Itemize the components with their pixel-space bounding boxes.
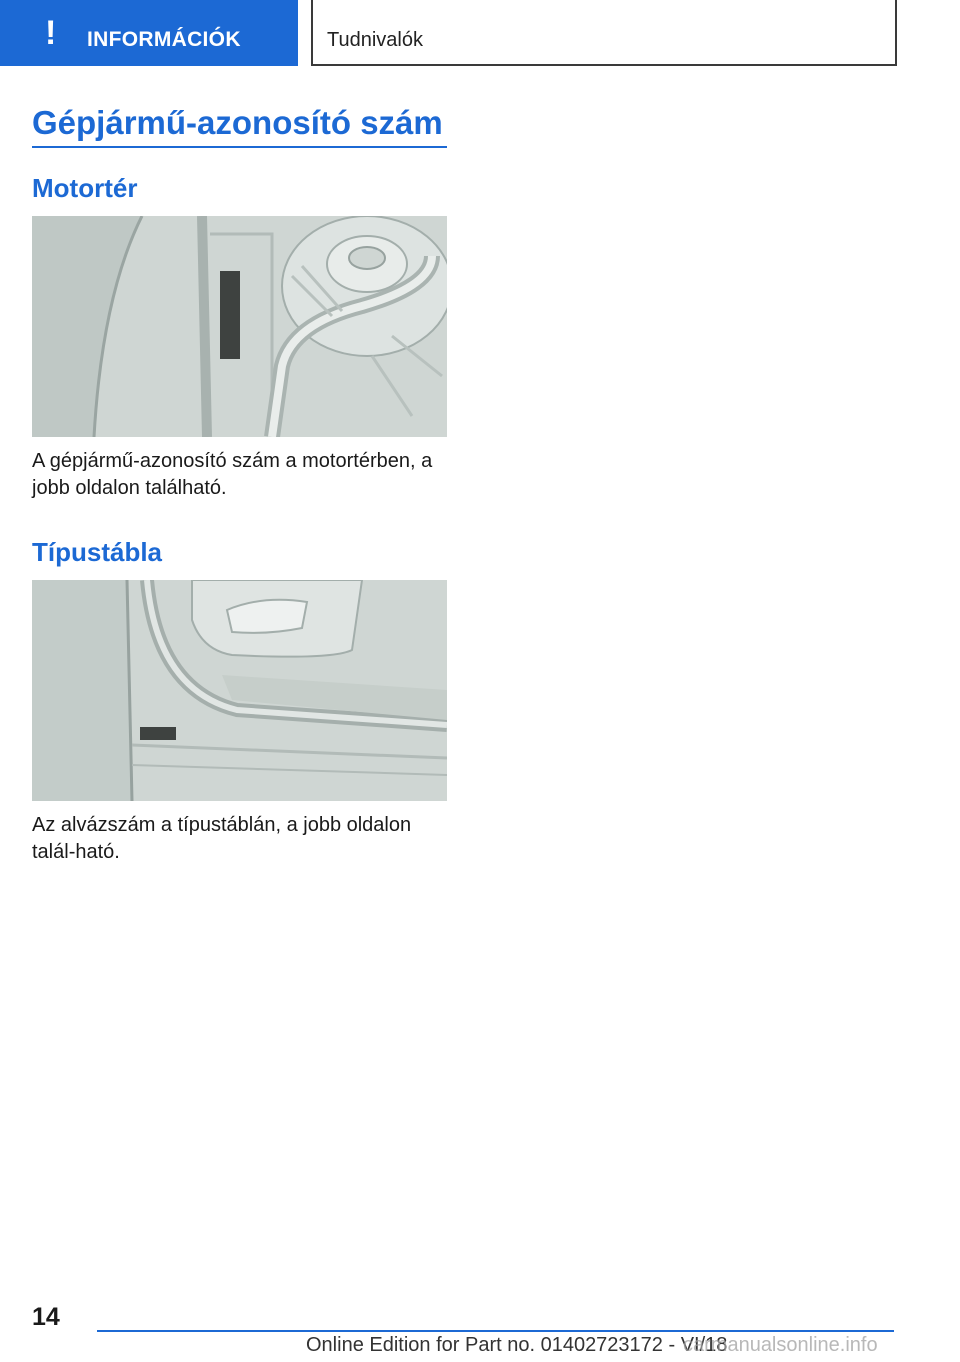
section-heading-engine-bay: Motortér [32, 173, 138, 203]
page-number: 14 [32, 1303, 60, 1331]
exclamation-icon: ! [45, 14, 57, 52]
type-plate-caption: Az alvázszám a típustáblán, a jobb oldalon talál-ható. [32, 814, 412, 863]
chapter-tab [0, 0, 298, 66]
title-divider [32, 146, 447, 148]
chapter-label: INFORMÁCIÓK [87, 28, 241, 51]
watermark: carmanualsonline.info [683, 1334, 878, 1356]
footer-divider [97, 1330, 894, 1332]
subsection-header [311, 0, 897, 66]
edition-text: Online Edition for Part no. 01402723172 - VI/18 [306, 1334, 728, 1356]
section-heading-type-plate: Típustábla [32, 537, 163, 567]
engine-bay-caption: A gépjármű-azonosító szám a motortérben, a jobb oldalon található. [32, 450, 433, 499]
engine-bay-illustration [32, 216, 447, 437]
page-title: Gépjármű-azonosító szám [32, 104, 443, 141]
type-plate-illustration [32, 580, 447, 801]
subsection-label: Tudnivalók [327, 29, 423, 51]
